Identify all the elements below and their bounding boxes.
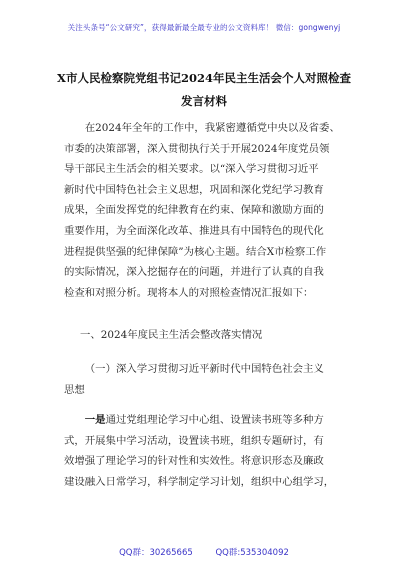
- footer: [0, 546, 408, 558]
- intro-line: 市委的决策部署，深入贯彻执行关于开展2024年度党员领: [64, 142, 330, 155]
- body-line: 效增强了理论学习的针对性和实效性。将意识形态及廉政: [64, 455, 324, 468]
- intro-line: 检查和对照分析。现将本人的对照检查情况汇报如下：: [64, 286, 314, 299]
- body-line: 建设融入日常学习，科学制定学习计划，组织中心组学习，: [64, 475, 335, 488]
- body-paragraph: [64, 410, 354, 492]
- footer-qq-group-2: QQ群:535304092: [215, 548, 289, 558]
- top-banner: 关注头条号“公文研究”，获得最新最全最专业的公文资料库！ 微信：gongwenyj: [67, 23, 341, 32]
- document-title-line2: 发言材料: [181, 94, 227, 108]
- intro-paragraph-text: [64, 118, 354, 303]
- document-title: X市人民检察院党组书记2024年民主生活会个人对照检查: [57, 71, 351, 85]
- intro-line: 成果，全面发挥党的纪律教育在约束、保障和激励方面的: [64, 204, 324, 217]
- body-paragraph-first-line: [64, 410, 354, 431]
- bold-lead: 一是: [84, 414, 106, 426]
- body-line: 式，开展集中学习活动，设置读书班，组织专题研讨，有: [64, 434, 324, 447]
- subsection-heading: [64, 359, 354, 400]
- footer-qq-group-1: QQ群：30265665: [119, 548, 193, 558]
- section-heading: 一、2024年度民主生活会整改落实情况: [80, 329, 263, 341]
- body-line-first: 通过党组理论学习中心组、设置读书班等多种方: [105, 414, 324, 426]
- intro-line: 重要作用，为全面深化改革、推进具有中国特色的现代化: [64, 224, 324, 237]
- intro-line: 的实际情况，深入挖掘存在的问题，并进行了认真的自我: [64, 266, 324, 279]
- body-paragraph-text: [64, 410, 354, 492]
- intro-line: 导干部民主生活会的相关要求。以“深入学习贯彻习近平: [64, 163, 319, 176]
- intro-line: 在2024年全年的工作中，我紧密遵循党中央以及省委、: [84, 122, 340, 134]
- intro-paragraph: [64, 118, 354, 303]
- subsection-line: （一）深入学习贯彻习近平新时代中国特色社会主义: [84, 363, 324, 375]
- subsection-line: 思想: [64, 383, 85, 396]
- intro-line: 进程提供坚强的纪律保障”为核心主题。结合X市检察工作: [64, 245, 327, 258]
- intro-line: 新时代中国特色社会主义思想，巩固和深化党纪学习教育: [64, 183, 324, 196]
